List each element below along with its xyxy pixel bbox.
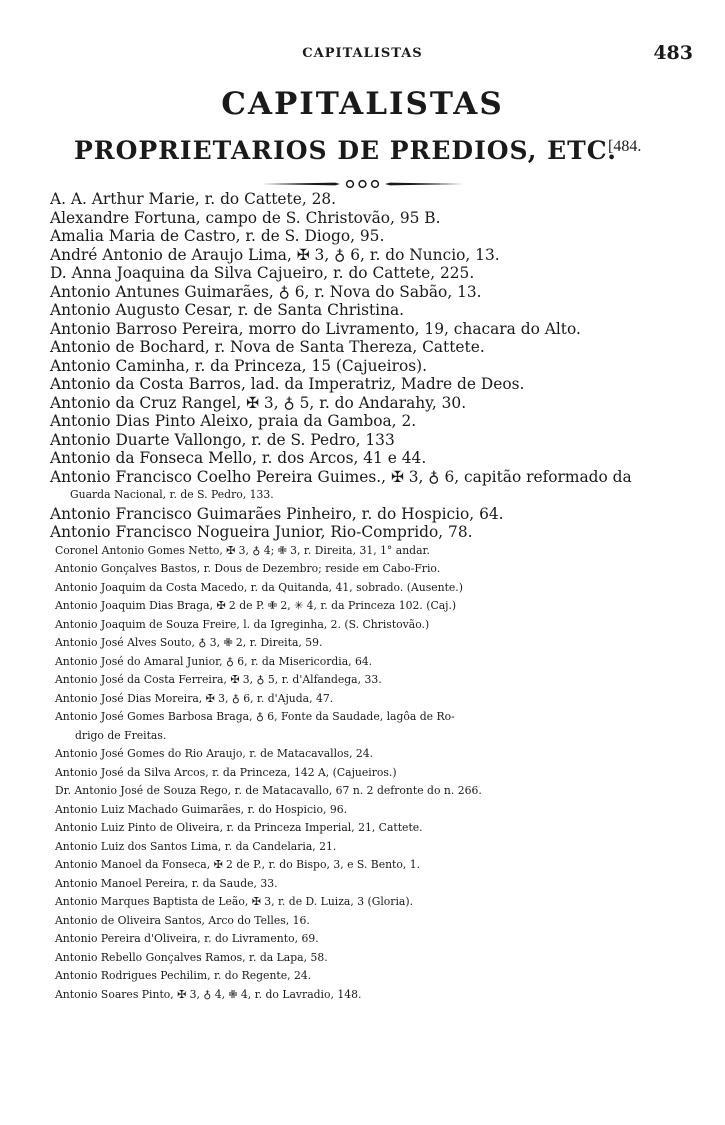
page-title: CAPITALISTAS [221,86,504,122]
list-item: Coronel Antonio Gomes Netto, ✠ 3, ♁ 4; ✙ 3, r. Direita, 31, 1° andar. [55,543,430,557]
list-item: Antonio José da Silva Arcos, r. da Princeza, 142 A, (Cajueiros.) [55,765,397,779]
list-item: Antonio Caminha, r. da Princeza, 15 (Cajueiros). [50,356,428,375]
list-item: Antonio José da Costa Ferreira, ✠ 3, ♁ 5, r. d'Alfandega, 33. [55,673,382,686]
list-item: D. Anna Joaquina da Silva Cajueiro, r. do Cattete, 225. [50,264,475,282]
list-item: Antonio José Alves Souto, ♁ 3, ✙ 2, r. Direita, 59. [55,636,323,649]
running-title: CAPITALISTAS [302,46,423,61]
list-item: Antonio José Gomes Barbosa Braga, ♁ 6, Fonte da Saudade, lagôa de Ro- [55,710,455,723]
list-item: Antonio Rebello Gonçalves Ramos, r. da Lapa, 58. [55,950,328,964]
list-item: A. A. Arthur Marie, r. do Cattete, 28. [50,190,337,208]
ornamental-rule-icon [0,178,725,190]
list-item: Antonio Marques Baptista de Leão, ✠ 3, r. de D. Luiza, 3 (Gloria). [55,895,413,908]
list-item: Antonio da Costa Barros, lad. da Imperatriz, Madre de Deos. [50,375,525,393]
list-item: Antonio da Cruz Rangel, ✠ 3, ♁ 5, r. do Andarahy, 30. [50,393,467,412]
list-item: Antonio Manoel Pereira, r. da Saude, 33. [55,876,278,890]
running-head [0,42,725,68]
list-item: Antonio Gonçalves Bastos, r. Dous de Dezembro; reside em Cabo-Frio. [55,562,441,575]
page-subtitle: PROPRIETARIOS DE PREDIOS, ETC. [74,136,617,165]
list-item: Antonio Joaquim Dias Braga, ✠ 2 de P. ✙ 2, ✳ 4, r. da Princeza 102. (Caj.) [55,599,457,612]
list-item-continuation: drigo de Freitas. [75,728,167,742]
list-item: Antonio Francisco Nogueira Junior, Rio-Comprido, 78. [50,523,473,541]
list-item: Antonio da Fonseca Mello, r. dos Arcos, 41 e 44. [50,449,427,467]
list-item: Dr. Antonio José de Souza Rego, r. de Matacavallo, 67 n. 2 defronte do n. 266. [55,784,482,797]
list-item: Antonio Luiz Pinto de Oliveira, r. da Princeza Imperial, 21, Cattete. [55,821,423,834]
list-item: Antonio José do Amaral Junior, ♁ 6, r. da Misericordia, 64. [55,654,373,668]
list-item: Antonio Antunes Guimarães, ♁ 6, r. Nova do Sabão, 13. [50,282,482,301]
list-item: André Antonio de Araujo Lima, ✠ 3, ♁ 6, r. do Nuncio, 13. [50,245,500,264]
list-item: Antonio Joaquim de Souza Freire, l. da Igreginha, 2. (S. Christovão.) [55,617,430,631]
list-item: Antonio Francisco Coelho Pereira Guimes., ✠ 3, ♁ 6, capitão reformado da [50,467,632,486]
list-item: Antonio Luiz dos Santos Lima, r. da Candelaria, 21. [55,839,337,853]
subtitle-row [74,136,714,168]
list-item: Antonio Barroso Pereira, morro do Livramento, 19, chacara do Alto. [50,319,581,338]
list-item: Antonio Manoel da Fonseca, ✠ 2 de P., r. do Bispo, 3, e S. Bento, 1. [55,858,421,871]
directory-list [50,190,702,1004]
list-item: Antonio Augusto Cesar, r. de Santa Christina. [50,301,405,319]
list-item: Amalia Maria de Castro, r. de S. Diogo, 95. [50,227,385,245]
list-item: Antonio Luiz Machado Guimarães, r. do Hospicio, 96. [55,802,348,816]
list-item: Antonio de Bochard, r. Nova de Santa Thereza, Cattete. [50,338,485,356]
list-item: Antonio Pereira d'Oliveira, r. do Livramento, 69. [55,932,319,945]
list-item-continuation: Guarda Nacional, r. de S. Pedro, 133. [70,488,274,501]
list-item: Antonio Dias Pinto Aleixo, praia da Gamboa, 2. [50,412,417,430]
section-reference: [484. [608,138,642,155]
list-item: Antonio José Dias Moreira, ✠ 3, ♁ 6, r. d'Ajuda, 47. [55,691,334,705]
page-number: 483 [653,42,693,64]
list-item: Antonio Rodrigues Pechilim, r. do Regente, 24. [55,969,312,982]
list-item: Alexandre Fortuna, campo de S. Christovão, 95 B. [50,208,441,227]
list-item: Antonio Francisco Guimarães Pinheiro, r. do Hospicio, 64. [50,504,504,523]
list-item: Antonio Soares Pinto, ✠ 3, ♁ 4, ✙ 4, r. do Lavradio, 148. [55,987,362,1001]
list-item: Antonio José Gomes do Rio Araujo, r. de Matacavallos, 24. [55,747,374,760]
list-item: Antonio Duarte Vallongo, r. de S. Pedro, 133 [50,430,395,449]
list-item: Antonio Joaquim da Costa Macedo, r. da Quitanda, 41, sobrado. (Ausente.) [55,580,463,594]
list-item: Antonio de Oliveira Santos, Arco do Telles, 16. [55,913,310,927]
